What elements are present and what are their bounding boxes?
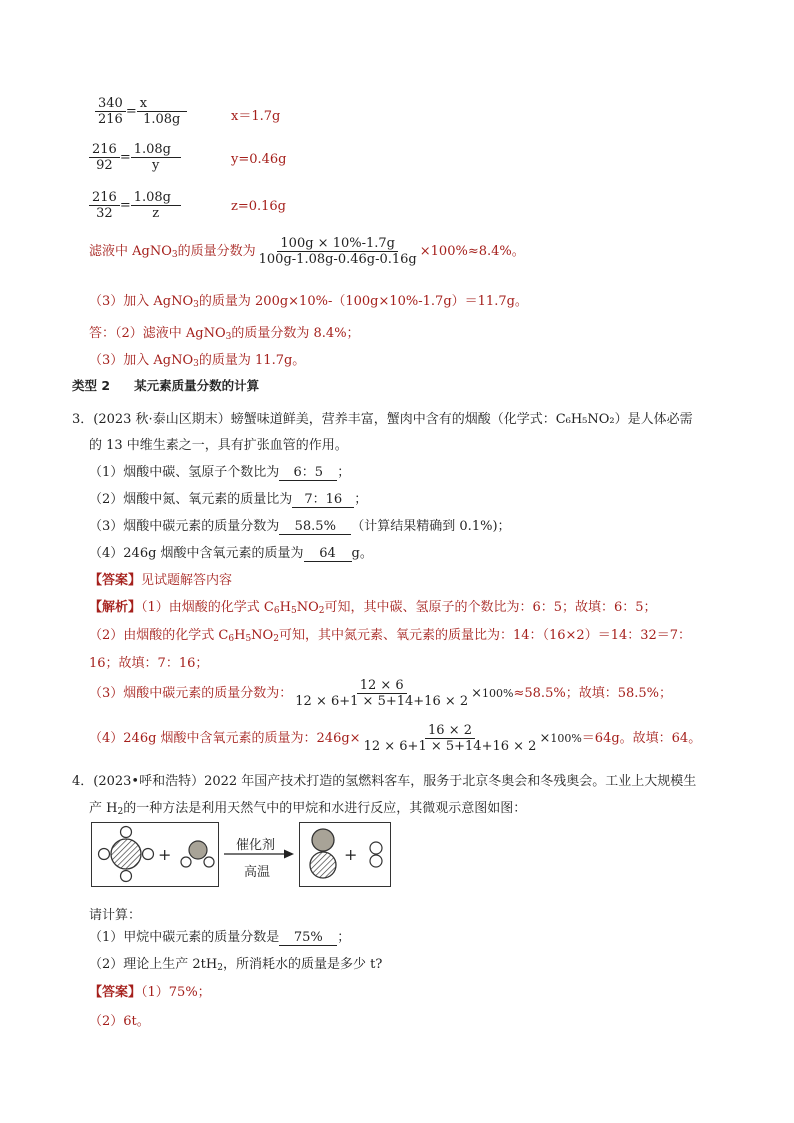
- fraction: $\frac{12 \times 6}{12 \times 6+1 \times 5+14+16 \times 2}$: [295, 678, 469, 709]
- hydrogen-atom: [121, 827, 132, 838]
- q3-analysis-1: 【解析】（1）由烟酸的化学式 $C_6H_5NO_2$可知，其中碳、氢原子的个数比为：6：5；故填：6：5；: [89, 600, 657, 616]
- fraction: $\frac{1.08g}{y}$: [131, 142, 181, 173]
- q4-answer: 【答案】（1）75%；: [89, 985, 211, 1000]
- oxygen-atom: [189, 841, 207, 859]
- q3-sub-4: （4）246g 烟酸中含氧元素的质量为 64 g。: [89, 546, 373, 561]
- fraction: $\frac{16 \times 2}{12 \times 6+1 \times 5+14+16 \times 2}$: [363, 723, 537, 754]
- reaction-arrow: [224, 848, 294, 860]
- ratio-line-x: $\frac{340}{216}$ = $\frac{x}{1.08g}$: [95, 96, 187, 127]
- q4-sub-2: （2）理论上生产 $2tH_2$，所消耗水的质量是多少 t?: [89, 957, 383, 973]
- filtrate-fraction-line: 滤液中 AgNO$_3$的质量分数为 $\frac{100g \times 10\%-1.7g}{100g-1.08g-0.46g-0.16g}$ ×100%≈8.4%。: [89, 236, 525, 267]
- fraction: $\frac{100g \times 10\%-1.7g}{100g-1.08g-0.46g-0.16g}$: [258, 236, 417, 267]
- reactant-molecules: [92, 823, 218, 886]
- q4-line-2: 产 $H_2$的一种方法是利用天然气中的甲烷和水进行反应，其微观示意图如图：: [89, 801, 527, 817]
- hydrogen-atom: [204, 857, 214, 867]
- hydrogen-atom: [99, 849, 110, 860]
- hydrogen-atom: [121, 871, 132, 882]
- condition-label: 高温: [244, 865, 271, 880]
- q3-sub-3: （3）烟酸中碳元素的质量分数为 58.5% （计算结果精确到 0.1%)；: [89, 519, 511, 534]
- fraction: $\frac{1.08g}{z}$: [131, 190, 181, 221]
- carbon-atom: [111, 839, 141, 869]
- plus-sign: +: [344, 845, 358, 864]
- q4-line-1: 4．(2023•呼和浩特）2022 年国产技术打造的氢燃料客车，服务于北京冬奥会和冬残奥会。工业上大规模生: [72, 774, 697, 789]
- q3-analysis-2-cont: 16；故填：7：16；: [89, 656, 209, 671]
- ratio-result-x: x＝1.7g: [231, 109, 281, 124]
- hydrogen-atom: [370, 842, 382, 854]
- q3-line-2: 的 13 中维生素之一，具有扩张血管的作用。: [89, 438, 348, 453]
- plus-sign: +: [158, 845, 172, 864]
- products-box: [299, 822, 391, 887]
- fraction: $\frac{216}{92}$: [89, 142, 120, 173]
- ratio-result-z: z=0.16g: [231, 199, 287, 214]
- q3-line-1: 3．(2023 秋·泰山区期末）螃蟹味道鲜美，营养丰富，蟹肉中含有的烟酸（化学式：C₆H₅NO₂）是人体必需: [72, 412, 693, 427]
- q3-analysis-2: （2）由烟酸的化学式 $C_6H_5NO_2$可知，其中氮元素、氧元素的质量比为：14：（16×2）＝14：32＝7：: [89, 628, 692, 644]
- catalyst-label: 催化剂: [236, 838, 276, 853]
- q3-answer: 【答案】见试题解答内容: [89, 573, 233, 588]
- hydrogen-atom: [181, 857, 191, 867]
- q3-analysis-4: （4）246g 烟酸中含氧元素的质量为：246g× $\frac{16 \times 2}{12 \times 6+1 \times 5+14+16 \times 2}$ ×100%＝64g。故填：64。: [89, 723, 702, 754]
- ratio-line-z: $\frac{216}{32}$ = $\frac{1.08g}{z}$: [89, 190, 181, 221]
- answer-line-1: 答：（2）滤液中 AgNO$_3$的质量分数为 8.4%；: [89, 326, 360, 342]
- part3-calc: （3）加入 AgNO$_3$的质量为 200g×10%-（100g×10%-1.7g）＝11.7g。: [89, 294, 528, 310]
- ratio-line-y: $\frac{216}{92}$ = $\frac{1.08g}{y}$: [89, 142, 181, 173]
- q4-please-calc: 请计算：: [89, 908, 142, 923]
- q3-sub-1: （1）烟酸中碳、氢原子个数比为 6：5 ；: [89, 461, 350, 481]
- section-header: 类型 2 某元素质量分数的计算: [72, 378, 260, 393]
- ratio-result-y: y=0.46g: [231, 152, 287, 167]
- oxygen-atom: [312, 829, 334, 851]
- fraction: $\frac{340}{216}$: [95, 96, 126, 127]
- fraction: $\frac{216}{32}$: [89, 190, 120, 221]
- reactants-box: [91, 822, 219, 887]
- hydrogen-atom: [143, 849, 154, 860]
- q3-sub-2: （2）烟酸中氮、氧元素的质量比为 7：16 ；: [89, 488, 367, 508]
- carbon-atom: [310, 852, 336, 878]
- answer-line-2: （3）加入 AgNO$_3$的质量为 11.7g。: [89, 353, 306, 369]
- q3-analysis-3: （3）烟酸中碳元素的质量分数为： $\frac{12 \times 6}{12 \times 6+1 \times 5+14+16 \times 2}$ ×100%≈58.5%；故填：58.5%；: [89, 678, 672, 709]
- q4-sub-1: （1）甲烷中碳元素的质量分数是 75% ；: [89, 930, 351, 945]
- fraction: $\frac{x}{1.08g}$: [137, 96, 187, 127]
- q4-answer-2: （2）6t。: [89, 1014, 150, 1029]
- hydrogen-atom: [370, 855, 382, 867]
